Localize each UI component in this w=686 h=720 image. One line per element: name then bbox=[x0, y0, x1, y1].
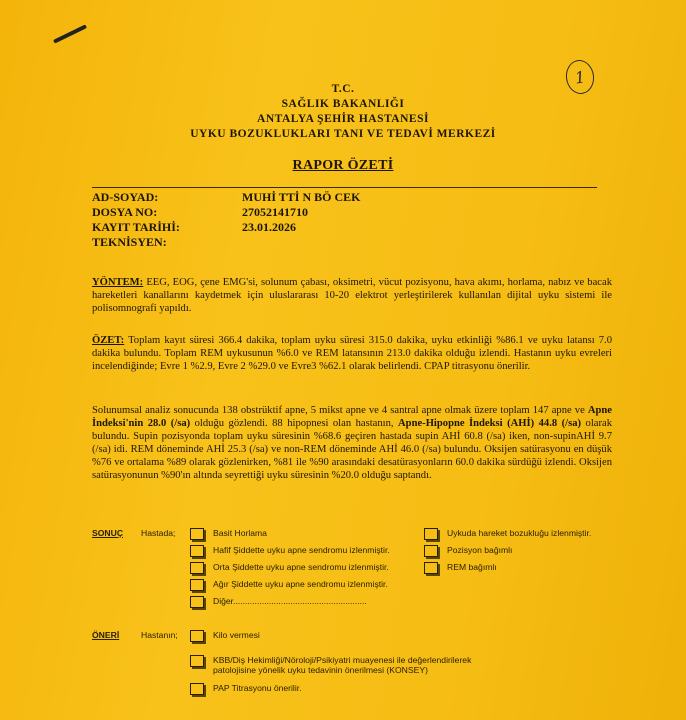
checkbox[interactable] bbox=[190, 655, 204, 667]
result-option-movement-disorder[interactable] bbox=[424, 528, 591, 540]
apnea-index: Apne İndeksi'nin 28.0 (/sa) bbox=[92, 405, 612, 429]
page-number-mark: 1 bbox=[564, 58, 596, 96]
checkbox[interactable] bbox=[190, 596, 204, 608]
checkbox[interactable] bbox=[190, 579, 204, 591]
option-label: Pozisyon bağımlı bbox=[447, 545, 513, 555]
option-label: Orta Şiddette uyku apne sendromu izlenmiştir. bbox=[213, 562, 389, 572]
option-label: Ağır Şiddette uyku apne sendromu izlenmiştir. bbox=[213, 579, 388, 589]
checkbox[interactable] bbox=[190, 545, 204, 557]
patient-info bbox=[92, 190, 602, 250]
technician-row bbox=[92, 235, 602, 250]
summary-lead: ÖZET: bbox=[92, 335, 125, 346]
checkbox[interactable] bbox=[190, 630, 204, 642]
option-label: Basit Horlama bbox=[213, 528, 267, 538]
method-text: EEG, EOG, çene EMG'si, solunum çabası, oksimetri, vücut pozisyonu, hava akımı, horlama, nabız ve bacak hareketleri kanallarını kaydetmek için uluslararası 10-20 elektrot yerleştirilerek kullanılan dijital uyku sistemi ile polisomnografi yapıldı. bbox=[92, 277, 612, 314]
checkbox[interactable] bbox=[424, 562, 438, 574]
result-option-rem-dependent[interactable] bbox=[424, 562, 497, 574]
divider-line bbox=[92, 187, 597, 188]
date-value: 23.01.2026 bbox=[242, 220, 296, 234]
name-row bbox=[92, 190, 602, 205]
ahi-index: Apne-Hipopne İndeksi (AHİ) 44.8 (/sa) bbox=[398, 418, 582, 429]
file-label: DOSYA NO: bbox=[92, 205, 158, 219]
result-option-mild-osa[interactable] bbox=[190, 545, 390, 557]
checkbox[interactable] bbox=[424, 545, 438, 557]
header-center: UYKU BOZUKLUKLARI TANI VE TEDAVİ MERKEZİ bbox=[190, 128, 496, 140]
file-row bbox=[92, 205, 602, 220]
analysis-text-3: olarak bulundu. Supin pozisyonda toplam uyku süresinin %68.6 geçiren hastada supin AHİ 60.8 (/sa) iken, non-supinAHİ 9.7 (/sa) idi. REM döneminde AHİ 25.3 (/sa) ve non-REM döneminde AHİ 46.0 (/sa) bulundu. Oksijen satürasyonu en düşük %76 ve ortalama %89 olarak gözlenirken, %81 ile %90 arasındaki desatürasyonların 60.0 dakika sürdüğü izlendi. Oksijen satürasyonunun %90'ın altında seyrettiği uyku süresinin %20.0 olduğu saptandı. bbox=[92, 418, 612, 481]
summary-text: Toplam kayıt süresi 366.4 dakika, toplam uyku süresi 315.0 dakika, uyku etkinliği %86.1 ve uyku latansı 7.0 dakika bulundu. Toplam REM uykusunun %6.0 ve REM latansının 213.0 dakika olduğu izlendi. Hastanın uyku evreleri incelendiğinde; Evre 1 %2.9, Evre 2 %29.0 ve Evre3 %62.1 olarak belirlendi. CPAP titrasyonu önerilir. bbox=[92, 335, 612, 372]
checkbox[interactable] bbox=[190, 683, 204, 695]
recommendation-option-consult[interactable] bbox=[190, 655, 510, 675]
result-option-moderate-osa[interactable] bbox=[190, 562, 389, 574]
analysis-paragraph bbox=[92, 404, 612, 482]
result-patient-label: Hastada; bbox=[141, 528, 176, 538]
result-option-basic-snoring[interactable] bbox=[190, 528, 267, 540]
date-label: KAYIT TARİHİ: bbox=[92, 220, 180, 234]
name-label: AD-SOYAD: bbox=[92, 190, 159, 204]
option-label: Kilo vermesi bbox=[213, 630, 260, 640]
header-hospital: ANTALYA ŞEHİR HASTANESİ bbox=[257, 113, 429, 125]
summary-paragraph bbox=[92, 334, 612, 373]
checkbox[interactable] bbox=[190, 528, 204, 540]
file-value: 27052141710 bbox=[242, 205, 308, 219]
result-option-other[interactable] bbox=[190, 596, 367, 608]
report-title: RAPOR ÖZETİ bbox=[292, 158, 394, 173]
technician-label: TEKNİSYEN: bbox=[92, 235, 167, 249]
option-label: Hafif Şiddette uyku apne sendromu izlenmiştir. bbox=[213, 545, 390, 555]
checkbox[interactable] bbox=[424, 528, 438, 540]
result-label: SONUÇ bbox=[92, 528, 124, 538]
checkbox[interactable] bbox=[190, 562, 204, 574]
header-country: T.C. bbox=[331, 83, 355, 95]
date-row bbox=[92, 220, 602, 235]
result-option-positional[interactable] bbox=[424, 545, 512, 557]
option-label: Uykuda hareket bozukluğu izlenmiştir. bbox=[447, 528, 592, 538]
pen-mark bbox=[53, 24, 87, 43]
method-paragraph bbox=[92, 276, 612, 315]
document-header bbox=[0, 82, 686, 142]
recommendation-option-weight-loss[interactable] bbox=[190, 630, 260, 642]
method-lead: YÖNTEM: bbox=[92, 277, 144, 288]
recommendation-label: ÖNERİ bbox=[92, 630, 120, 640]
option-label: Diğer........................................................ bbox=[213, 596, 367, 606]
analysis-text-2: olduğu gözlendi. 88 hipopnesi olan hastanın, bbox=[190, 418, 399, 429]
name-value: MUHİ TTİ N BÖ CEK bbox=[242, 190, 361, 204]
option-label: REM bağımlı bbox=[447, 562, 497, 572]
recommendation-option-pap[interactable] bbox=[190, 683, 302, 695]
analysis-text-1: Solunumsal analiz sonucunda 138 obstrüktif apne, 5 mikst apne ve 4 santral apne olmak üzere toplam 147 apne ve bbox=[92, 405, 588, 416]
recommendation-patient-label: Hastanın; bbox=[141, 630, 178, 640]
option-label: KBB/Diş Hekimliği/Nöroloji/Psikiyatri muayenesi ile değerlendirilerek patolojisine yönelik uyku tedavinin önerilmesi (KONSEY) bbox=[213, 655, 472, 675]
option-label: PAP Titrasyonu önerilir. bbox=[213, 683, 302, 693]
header-ministry: SAĞLIK BAKANLIĞI bbox=[281, 98, 405, 110]
result-option-severe-osa[interactable] bbox=[190, 579, 388, 591]
